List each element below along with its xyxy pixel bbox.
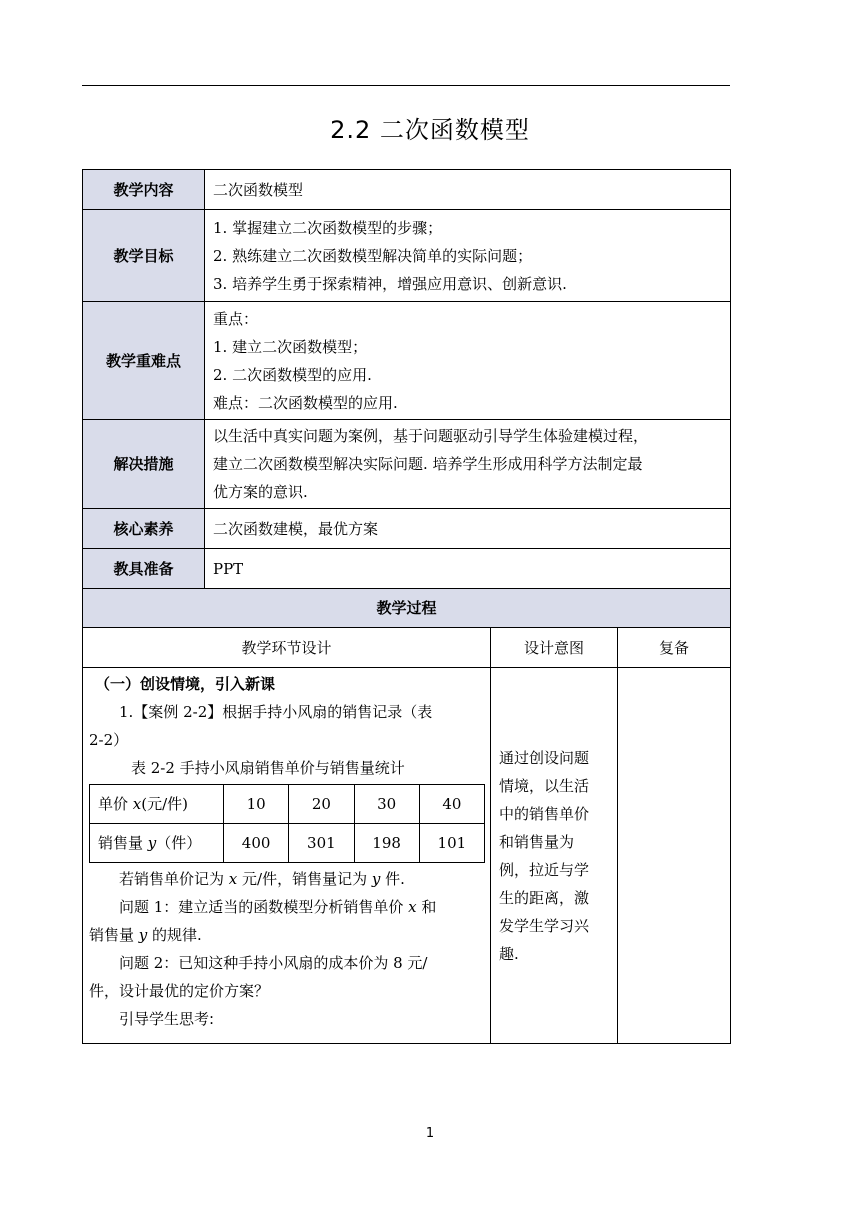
sales-cell: 198: [354, 824, 419, 863]
row-process-header: [83, 589, 731, 628]
sales-row: [90, 824, 485, 863]
header-rule: [82, 85, 730, 86]
measure-line: 建立二次函数模型解决实际问题. 培养学生形成用科学方法制定最: [213, 455, 643, 473]
process-header: 教学过程: [83, 589, 731, 628]
case-line: 2-2）: [89, 731, 129, 749]
row-process-body: [83, 668, 731, 1044]
label-key-points: 教学重难点: [83, 302, 205, 420]
value-measures: [205, 420, 731, 509]
key-point-line: 1. 建立二次函数模型；: [213, 337, 368, 356]
value-tools: PPT: [205, 549, 731, 589]
price-cell: 40: [419, 785, 484, 824]
intent-line: 发学生学习兴: [499, 916, 590, 935]
label-content: 教学内容: [83, 170, 205, 210]
label-goals: 教学目标: [83, 210, 205, 302]
sales-cell: 301: [289, 824, 354, 863]
question-2-cont: 件，设计最优的定价方案？: [89, 982, 270, 1000]
intent-line: 例，拉近与学: [499, 860, 590, 879]
row-literacy: [83, 509, 731, 549]
price-sales-table: [89, 784, 485, 863]
page-number: 1: [425, 1126, 435, 1141]
goal-line: 3. 培养学生勇于探索精神，增强应用意识、创新意识.: [213, 274, 567, 293]
table-caption: 表 2-2 手持小风扇销售单价与销售量统计: [131, 759, 405, 777]
label-measures: 解决措施: [83, 420, 205, 509]
sales-cell: 400: [224, 824, 289, 863]
guide-text: 引导学生思考:: [119, 1010, 215, 1028]
review-cell: [618, 668, 731, 1044]
goal-line: 1. 掌握建立二次函数模型的步骤；: [213, 218, 443, 237]
row-column-headers: [83, 628, 731, 668]
col-header-review: 复备: [618, 628, 731, 668]
lesson-plan-table: [82, 169, 731, 1044]
label-tools: 教具准备: [83, 549, 205, 589]
question-1: 问题 1：建立适当的函数模型分析销售单价 x 和: [119, 898, 437, 916]
price-cell: 20: [289, 785, 354, 824]
measure-line: 优方案的意识.: [213, 483, 308, 501]
price-cell: 10: [224, 785, 289, 824]
col-header-design: 教学环节设计: [83, 628, 491, 668]
row-tools: [83, 549, 731, 589]
design-cell: [83, 668, 491, 1044]
key-point-line: 难点：二次函数模型的应用.: [213, 393, 398, 412]
case-line: 1.【案例 2-2】根据手持小风扇的销售记录（表: [119, 703, 433, 721]
value-key-points: [205, 302, 731, 420]
section-title: （一）创设情境，引入新课: [95, 675, 276, 693]
sales-cell: 101: [419, 824, 484, 863]
measure-line: 以生活中真实问题为案例，基于问题驱动引导学生体验建模过程，: [213, 427, 649, 445]
price-row-label: 单价 x(元/件): [90, 785, 224, 824]
sales-row-label: 销售量 y（件）: [90, 824, 224, 863]
intent-line: 和销售量为: [499, 832, 575, 851]
question-2: 问题 2：已知这种手持小风扇的成本价为 8 元/: [119, 954, 428, 972]
goal-line: 2. 熟练建立二次函数模型解决简单的实际问题；: [213, 246, 533, 265]
price-row: [90, 785, 485, 824]
intent-line: 情境，以生活: [499, 776, 590, 795]
row-measures: [83, 420, 731, 509]
value-goals: [205, 210, 731, 302]
label-literacy: 核心素养: [83, 509, 205, 549]
key-point-line: 重点：: [213, 309, 259, 328]
intent-line: 通过创设问题: [499, 748, 590, 767]
col-header-intent: 设计意图: [491, 628, 618, 668]
value-content: 二次函数模型: [205, 170, 731, 210]
price-cell: 30: [354, 785, 419, 824]
intent-line: 趣.: [499, 944, 519, 963]
row-goals: [83, 210, 731, 302]
row-content: [83, 170, 731, 210]
intent-line: 生的距离，激: [499, 888, 590, 907]
value-literacy: 二次函数建模，最优方案: [205, 509, 731, 549]
row-key-points: [83, 302, 731, 420]
page-title: 2.2 二次函数模型: [330, 116, 530, 144]
intent-line: 中的销售单价: [499, 804, 590, 823]
variable-definition: 若销售单价记为 x 元/件，销售量记为 y 件.: [119, 870, 405, 888]
question-1-cont: 销售量 y 的规律.: [89, 926, 202, 944]
intent-cell: [491, 668, 618, 1044]
key-point-line: 2. 二次函数模型的应用.: [213, 365, 372, 384]
